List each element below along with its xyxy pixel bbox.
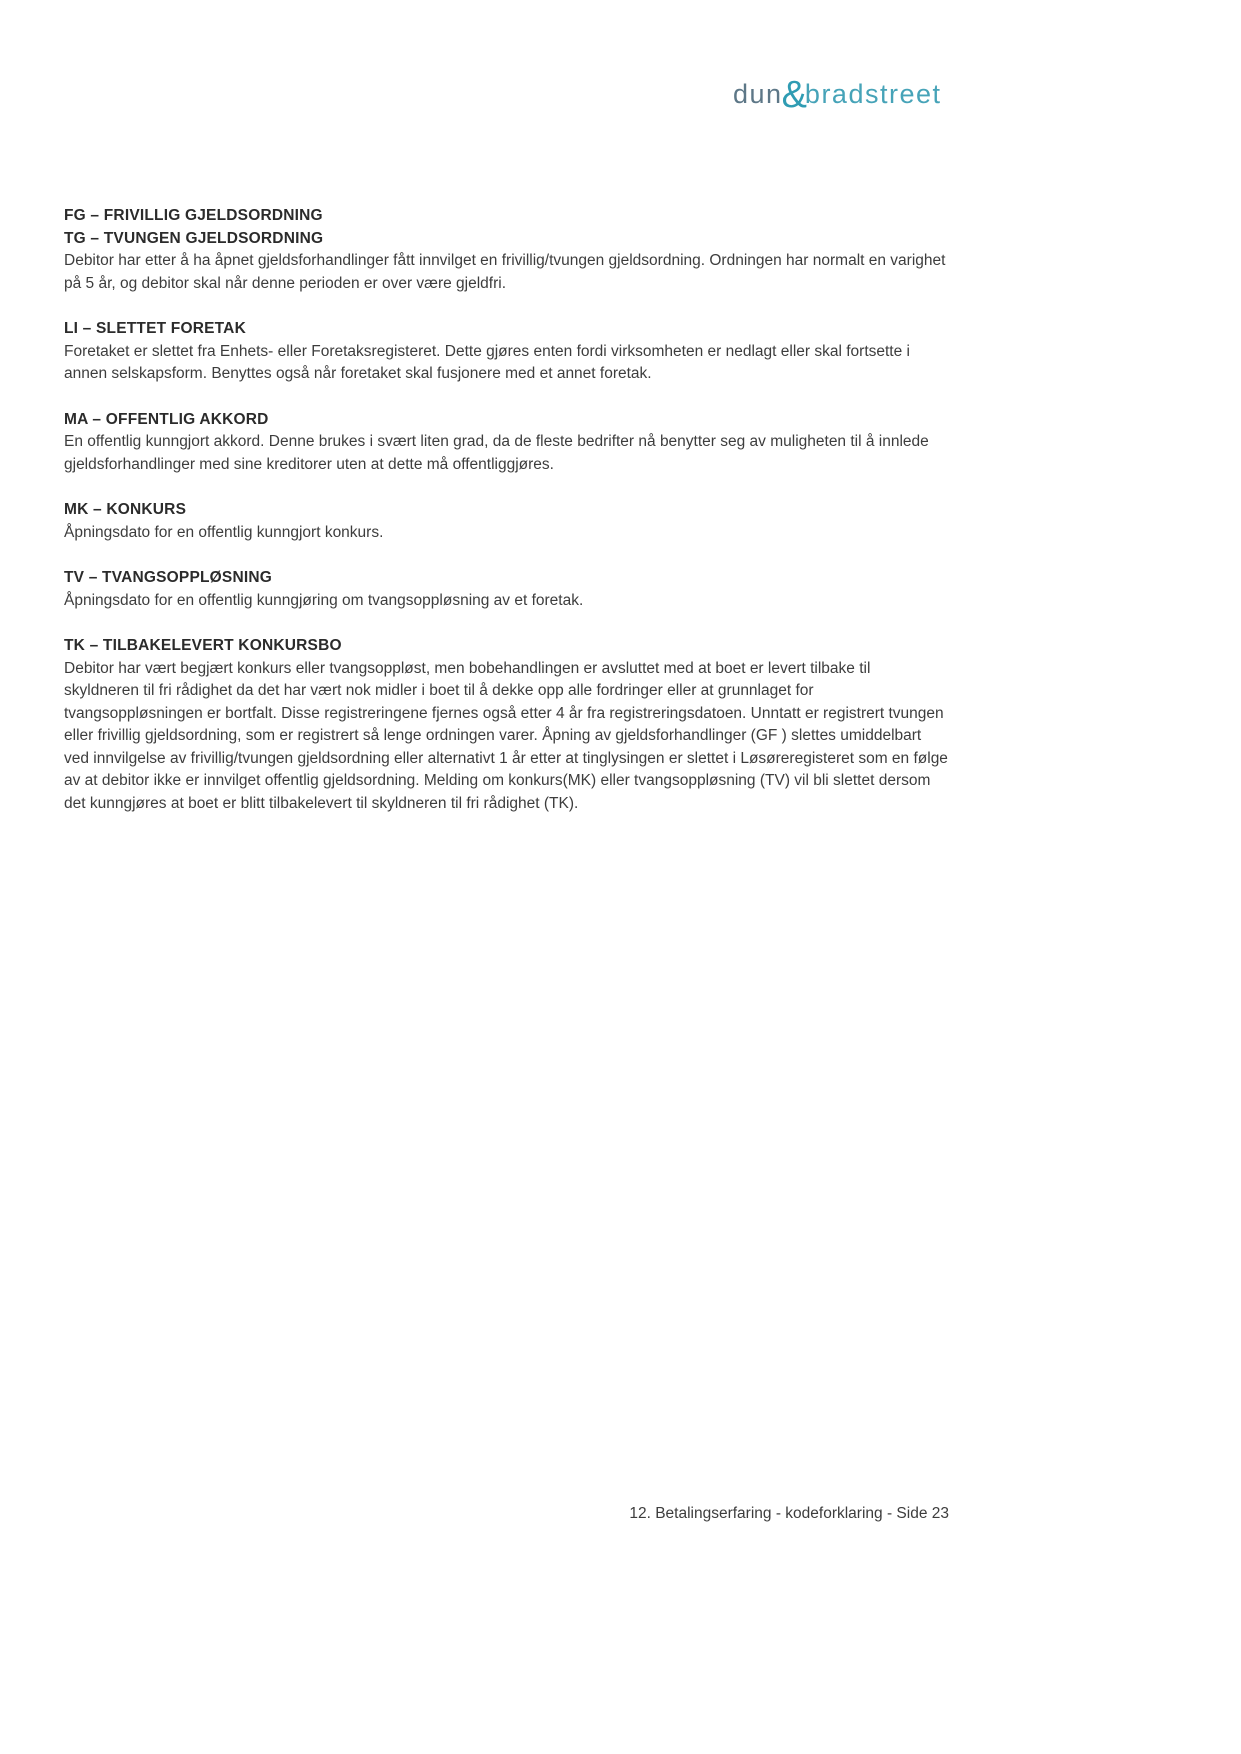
section-body-fg-tg: Debitor har etter å ha åpnet gjeldsforhandlinger fått innvilget en frivillig/tvungen gjeldsordning. Ordningen har normalt en varighet på 5 år, og debitor skal når denne perioden er over være gjeldfri. bbox=[64, 252, 946, 292]
section-heading-fg: FG – FRIVILLIG GJELDSORDNING bbox=[64, 207, 323, 224]
section-body-tk: Debitor har vært begjært konkurs eller tvangsoppløst, men bobehandlingen er avsluttet med at boet er levert tilbake til skyldneren til fri rådighet da det har vært nok midler i boet til å dekke opp alle fordringer eller at grunnlaget for tvangsoppløsningen er bortfalt. Disse registreringene fjernes også etter 4 år fra registreringsdatoen. Unntatt er registrert tvungen eller frivillig gjeldsordning, som er registrert så lenge ordningen varer. Åpning av gjeldsforhandlinger (GF ) slettes umiddelbart ved innvilgelse av frivillig/tvungen gjeldsordning eller alternativt 1 år etter at tinglysingen er slettet i Løsøreregisteret som en følge av at debitor ikke er innvilget offentlig gjeldsordning. Melding om konkurs(MK) eller tvangsoppløsning (TV) vil bli slettet dersom det kunngjøres at boet er blitt tilbakelevert til skyldneren til fri rådighet (TK). bbox=[64, 659, 948, 812]
section-tv bbox=[64, 567, 949, 612]
section-body-ma: En offentlig kunngjort akkord. Denne brukes i svært liten grad, da de fleste bedrifter nå benytter seg av muligheten til å innlede gjeldsforhandlinger med sine kreditorer uten at dette må offentliggjøres. bbox=[64, 433, 929, 473]
dun-bradstreet-logo bbox=[733, 72, 942, 116]
page-footer: 12. Betalingserfaring - kodeforklaring - Side 23 bbox=[629, 1505, 949, 1522]
section-tk bbox=[64, 635, 949, 815]
section-heading-tv: TV – TVANGSOPPLØSNING bbox=[64, 569, 273, 586]
section-ma bbox=[64, 409, 949, 477]
section-mk bbox=[64, 499, 949, 544]
document-body bbox=[64, 205, 949, 838]
section-li bbox=[64, 318, 949, 386]
section-body-li: Foretaket er slettet fra Enhets- eller Foretaksregisteret. Dette gjøres enten fordi virksomheten er nedlagt eller skal fortsette i annen selskapsform. Benyttes også når foretaket skal fusjonere med et annet foretak. bbox=[64, 342, 910, 382]
logo-word-bradstreet: bradstreet bbox=[804, 79, 942, 109]
section-heading-tk: TK – TILBAKELEVERT KONKURSBO bbox=[64, 637, 342, 654]
logo-word-dun: dun bbox=[733, 79, 783, 109]
section-heading-ma: MA – OFFENTLIG AKKORD bbox=[64, 410, 269, 428]
section-heading-mk: MK – KONKURS bbox=[64, 501, 187, 518]
section-heading-li: LI – SLETTET FORETAK bbox=[64, 320, 246, 337]
section-body-tv: Åpningsdato for en offentlig kunngjøring om tvangsoppløsning av et foretak. bbox=[64, 591, 584, 609]
section-body-mk: Åpningsdato for en offentlig kunngjort konkurs. bbox=[64, 523, 384, 541]
section-heading-tg: TG – TVUNGEN GJELDSORDNING bbox=[64, 229, 324, 247]
section-fg-tg bbox=[64, 205, 949, 295]
logo-ampersand-icon: & bbox=[781, 74, 807, 116]
